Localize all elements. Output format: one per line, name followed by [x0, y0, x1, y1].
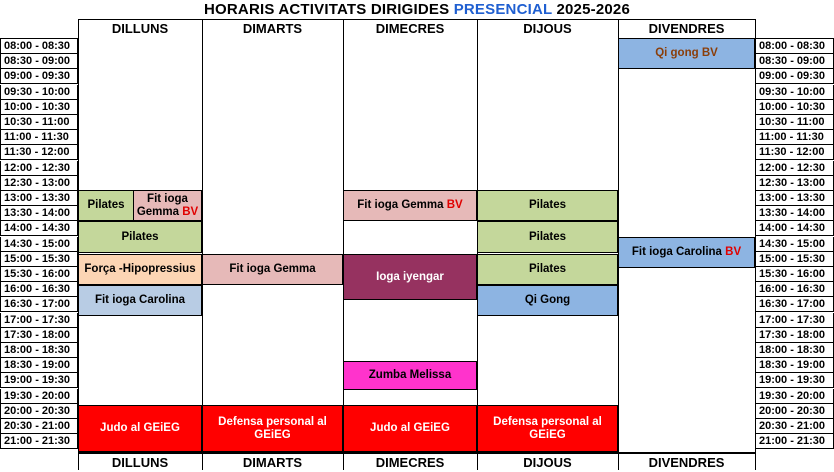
- activity-label: Defensa personal al GEiEG: [493, 415, 602, 441]
- activity-label: Ioga iyengar: [376, 270, 444, 283]
- time-slot-label-left: 11:00 - 11:30: [0, 130, 78, 145]
- activity-label: Pilates: [87, 199, 125, 211]
- activity-forca-hipopressius-monday[interactable]: [78, 254, 202, 285]
- activity-qi-gong-friday[interactable]: [618, 38, 755, 69]
- time-slot-label-right: 11:30 - 12:00: [755, 145, 834, 160]
- time-slot-label-left: 17:00 - 17:30: [0, 313, 78, 328]
- time-slot-label-right: 21:00 - 21:30: [755, 434, 834, 449]
- time-slot-label-right: 12:30 - 13:00: [755, 176, 834, 191]
- activity-pilates-thursday-1[interactable]: [477, 190, 618, 221]
- activity-fit-ioga-carolina-monday[interactable]: [78, 285, 202, 316]
- activity-defensa-personal-tuesday[interactable]: [202, 405, 343, 452]
- header-day-wednesday: DIMECRES: [343, 19, 477, 37]
- time-slot-label-right: 15:00 - 15:30: [755, 252, 834, 267]
- time-slot-label-right: 10:00 - 10:30: [755, 100, 834, 115]
- activity-judo-wednesday[interactable]: [343, 405, 477, 452]
- activity-pilates-monday-1[interactable]: [78, 190, 134, 221]
- time-slot-label-right: 13:30 - 14:00: [755, 206, 834, 221]
- time-slot-label-right: 09:30 - 10:00: [755, 85, 834, 100]
- time-slot-label-right: 14:30 - 15:00: [755, 237, 834, 252]
- time-slot-label-left: 16:00 - 16:30: [0, 282, 78, 297]
- activity-qi-gong-thursday[interactable]: [477, 285, 618, 316]
- activity-zumba-wednesday[interactable]: [343, 361, 477, 390]
- time-slot-label-right: 16:00 - 16:30: [755, 282, 834, 297]
- time-slot-label-left: 14:00 - 14:30: [0, 221, 78, 236]
- time-slot-label-left: 18:30 - 19:00: [0, 358, 78, 373]
- time-slot-label-right: 12:00 - 12:30: [755, 161, 834, 176]
- title-prefix: HORARIS ACTIVITATS DIRIGIDES: [203, 1, 454, 18]
- time-slot-label-left: 09:30 - 10:00: [0, 85, 78, 100]
- time-slot-label-left: 15:30 - 16:00: [0, 267, 78, 282]
- time-slot-label-left: 09:00 - 09:30: [0, 69, 78, 84]
- column-divider: [343, 19, 344, 470]
- header-day-friday: DIVENDRES: [618, 19, 755, 37]
- activity-label: Fit ioga Gemma BV: [357, 199, 463, 211]
- time-slot-label-left: 12:00 - 12:30: [0, 161, 78, 176]
- activity-pilates-monday-2[interactable]: [78, 221, 202, 253]
- time-slot-label-left: 21:00 - 21:30: [0, 434, 78, 449]
- activity-label: Qi gong BV: [655, 47, 718, 59]
- activity-label: Judo al GEiEG: [370, 422, 450, 434]
- time-slot-label-left: 19:00 - 19:30: [0, 373, 78, 388]
- activity-label: Pilates: [528, 199, 567, 211]
- activity-label: Força -Hipopressius: [84, 263, 196, 275]
- time-slot-label-left: 13:00 - 13:30: [0, 191, 78, 206]
- time-slot-label-left: 19:30 - 20:00: [0, 389, 78, 404]
- time-slot-label-left: 12:30 - 13:00: [0, 176, 78, 191]
- time-slot-label-left: 13:30 - 14:00: [0, 206, 78, 221]
- time-slot-label-right: 16:30 - 17:00: [755, 297, 834, 312]
- activity-fit-ioga-carolina-friday[interactable]: [618, 237, 755, 268]
- title-year: 2025-2026: [552, 1, 631, 18]
- time-slot-label-right: 20:30 - 21:00: [755, 419, 834, 434]
- activity-label: Fit ioga Gemma: [229, 263, 316, 275]
- activity-label: Zumba Melissa: [368, 369, 452, 381]
- activity-label: Pilates: [121, 230, 159, 243]
- activity-label: Qi Gong: [524, 294, 571, 306]
- time-slot-label-left: 20:00 - 20:30: [0, 404, 78, 419]
- time-slot-label-left: 11:30 - 12:00: [0, 145, 78, 160]
- time-slot-label-right: 20:00 - 20:30: [755, 404, 834, 419]
- time-slot-label-left: 15:00 - 15:30: [0, 252, 78, 267]
- time-slot-label-left: 14:30 - 15:00: [0, 237, 78, 252]
- time-slot-label-right: 11:00 - 11:30: [755, 130, 834, 145]
- grid-bottom-line: [78, 452, 755, 453]
- time-slot-label-right: 17:00 - 17:30: [755, 313, 834, 328]
- activity-label: Pilates: [528, 263, 567, 275]
- header-day-monday: DILLUNS: [78, 19, 202, 37]
- activity-label: Fit ioga Gemma BV: [136, 192, 199, 218]
- activity-pilates-thursday-3[interactable]: [477, 254, 618, 285]
- activity-label: Fit ioga Carolina BV: [631, 246, 742, 258]
- activity-fit-ioga-gemma-wednesday[interactable]: [343, 190, 477, 221]
- header-day-tuesday: DIMARTS: [202, 19, 343, 37]
- time-slot-label-right: 08:00 - 08:30: [755, 38, 834, 54]
- activity-label: Judo al GEiEG: [100, 422, 180, 434]
- activity-label: Pilates: [528, 230, 567, 243]
- time-slot-label-left: 10:00 - 10:30: [0, 100, 78, 115]
- time-slot-label-right: 14:00 - 14:30: [755, 221, 834, 236]
- time-slot-label-right: 17:30 - 18:00: [755, 328, 834, 343]
- time-slot-label-left: 08:00 - 08:30: [0, 38, 78, 54]
- time-slot-label-right: 15:30 - 16:00: [755, 267, 834, 282]
- header-day-thursday: DIJOUS: [477, 19, 618, 37]
- activity-judo-monday[interactable]: [78, 405, 202, 452]
- title-accent: PRESENCIAL: [453, 1, 553, 18]
- column-divider: [202, 19, 203, 470]
- time-slot-label-left: 17:30 - 18:00: [0, 328, 78, 343]
- activity-ioga-iyengar-wednesday[interactable]: [343, 254, 477, 300]
- activity-label: Fit ioga Carolina: [94, 294, 186, 306]
- time-slot-label-right: 10:30 - 11:00: [755, 115, 834, 130]
- activity-defensa-personal-thursday[interactable]: [477, 405, 618, 452]
- time-slot-label-right: 18:30 - 19:00: [755, 358, 834, 373]
- time-slot-label-right: 18:00 - 18:30: [755, 343, 834, 358]
- time-slot-label-right: 19:30 - 20:00: [755, 389, 834, 404]
- time-slot-label-right: 09:00 - 09:30: [755, 69, 834, 84]
- footer-day-monday: DILLUNS: [78, 453, 202, 471]
- time-slot-label-right: 13:00 - 13:30: [755, 191, 834, 206]
- activity-fit-ioga-gemma-monday[interactable]: [133, 190, 202, 221]
- time-slot-label-left: 18:00 - 18:30: [0, 343, 78, 358]
- schedule-title: [0, 0, 834, 19]
- time-slot-label-left: 08:30 - 09:00: [0, 54, 78, 69]
- time-slot-label-left: 10:30 - 11:00: [0, 115, 78, 130]
- time-slot-label-right: 19:00 - 19:30: [755, 373, 834, 388]
- footer-day-wednesday: DIMECRES: [343, 453, 477, 471]
- footer-day-tuesday: DIMARTS: [202, 453, 343, 471]
- activity-label: Defensa personal al GEiEG: [218, 415, 327, 441]
- time-slot-label-right: 08:30 - 09:00: [755, 54, 834, 69]
- footer-day-friday: DIVENDRES: [618, 453, 755, 471]
- activity-pilates-thursday-2[interactable]: [477, 221, 618, 253]
- footer-day-thursday: DIJOUS: [477, 453, 618, 471]
- time-slot-label-left: 16:30 - 17:00: [0, 297, 78, 312]
- activity-fit-ioga-gemma-tuesday[interactable]: [202, 254, 343, 285]
- time-slot-label-left: 20:30 - 21:00: [0, 419, 78, 434]
